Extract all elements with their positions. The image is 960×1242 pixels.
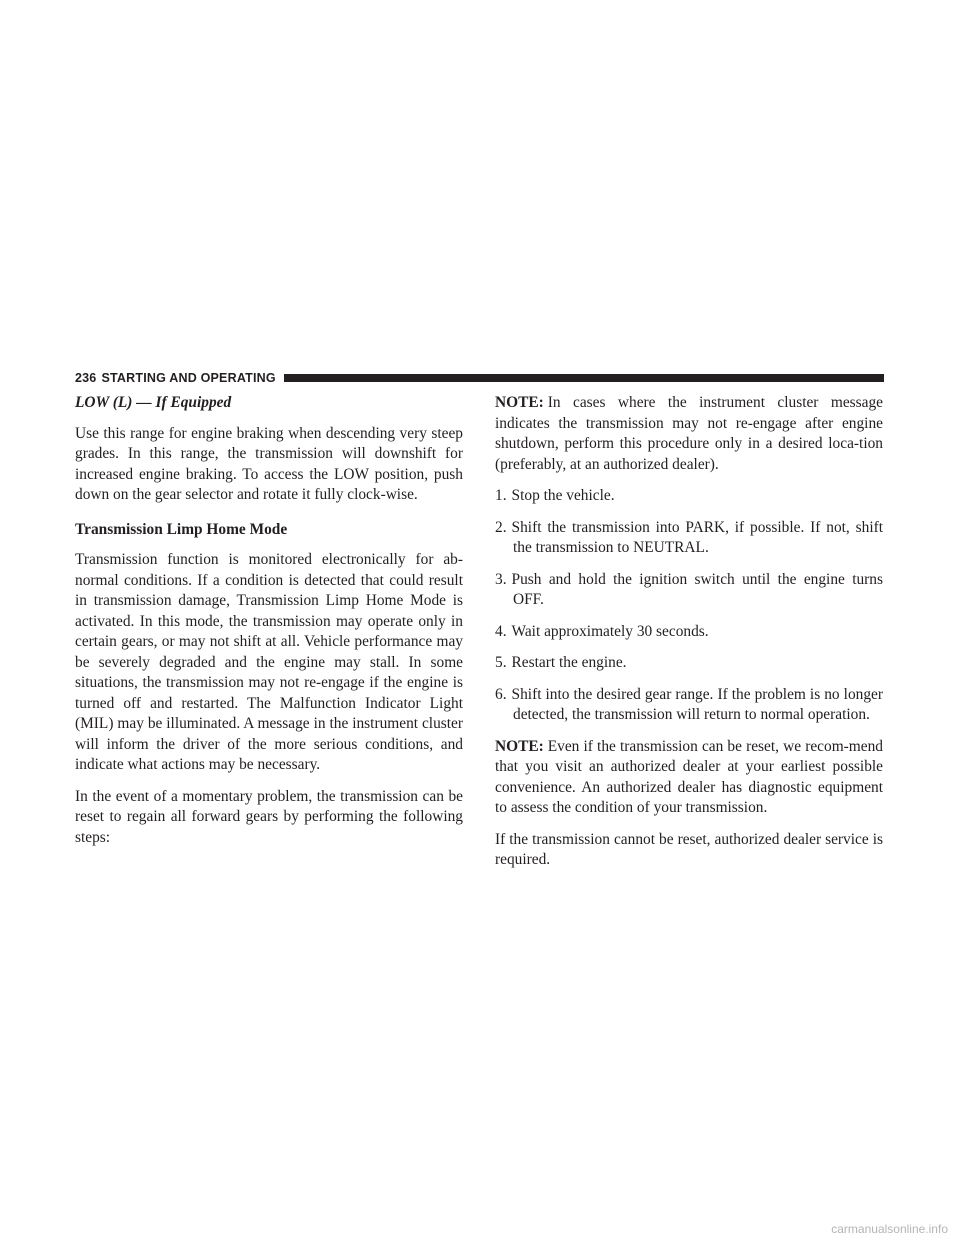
- step-text: Stop the vehicle.: [511, 487, 615, 504]
- section-title: STARTING AND OPERATING: [101, 371, 276, 385]
- step-number: 4.: [495, 622, 507, 640]
- step-number: 6.: [495, 685, 507, 703]
- step-number: 5.: [495, 654, 507, 671]
- reset-intro-paragraph: In the event of a momentary problem, the transmission can be reset to regain all forward gears by performing the following steps:: [75, 787, 463, 846]
- page-number: 236: [75, 371, 97, 385]
- step-text: Wait approximately 30 seconds.: [511, 622, 709, 640]
- limp-home-heading: Transmission Limp Home Mode: [75, 520, 288, 538]
- final-paragraph: If the transmission cannot be reset, authorized dealer service is required.: [495, 830, 883, 868]
- note-paragraph-2: [495, 737, 883, 819]
- step-text: Shift into the desired gear range. If the problem is no longer detected, the transmission will return to normal operation.: [511, 685, 883, 723]
- step-number: 2.: [495, 518, 507, 536]
- step-number: 1.: [495, 487, 507, 504]
- list-item: [495, 685, 883, 726]
- list-item: [495, 486, 883, 507]
- note-paragraph-1: [495, 393, 883, 475]
- list-item: [495, 570, 883, 611]
- low-heading: LOW (L) — If Equipped: [75, 394, 232, 411]
- step-text: Restart the engine.: [511, 654, 627, 671]
- step-text: Push and hold the ignition switch until the engine turns OFF.: [511, 570, 883, 608]
- header-rule: [284, 374, 884, 382]
- step-number: 3.: [495, 570, 507, 588]
- list-item: [495, 518, 883, 559]
- left-column: [75, 393, 463, 859]
- right-column: [495, 393, 883, 882]
- note-text: Even if the transmission can be reset, we recom-mend that you visit an authorized dealer at your earliest possible convenience. An authorized dealer has diagnostic equipment to assess the condition of your transmission.: [495, 737, 883, 816]
- page-header: [75, 369, 884, 387]
- note-label: NOTE:: [495, 394, 544, 411]
- low-paragraph: Use this range for engine braking when descending very steep grades. In this range, the transmission will downshift for increased engine braking. To access the LOW position, push down on the gear selector and rotate it fully clock-wise.: [75, 424, 463, 503]
- list-item: [495, 653, 883, 674]
- note-label: NOTE:: [495, 737, 544, 755]
- watermark: carmanualsonline.info: [831, 1222, 948, 1236]
- step-text: Shift the transmission into PARK, if possible. If not, shift the transmission to NEUTRAL.: [511, 518, 883, 556]
- note-text: In cases where the instrument cluster message indicates the transmission may not re-engage after engine shutdown, perform this procedure only in a desired loca-tion (preferably, at an authorized dealer).: [495, 394, 883, 473]
- limp-home-paragraph: Transmission function is monitored electronically for ab-normal conditions. If a condition is detected that could result in transmission damage, Transmission Limp Home Mode is activated. In this mode, the transmission may operate only in certain gears, or may not shift at all. Vehicle performance may be severely degraded and the engine may stall. In some situations, the transmission may not re-engage if the engine is turned off and restarted. The Malfunction Indicator Light (MIL) may be illuminated. A message in the instrument cluster will inform the driver of the more serious conditions, and indicate what actions may be necessary.: [75, 551, 463, 773]
- reset-steps-list: [495, 486, 883, 726]
- list-item: [495, 622, 883, 643]
